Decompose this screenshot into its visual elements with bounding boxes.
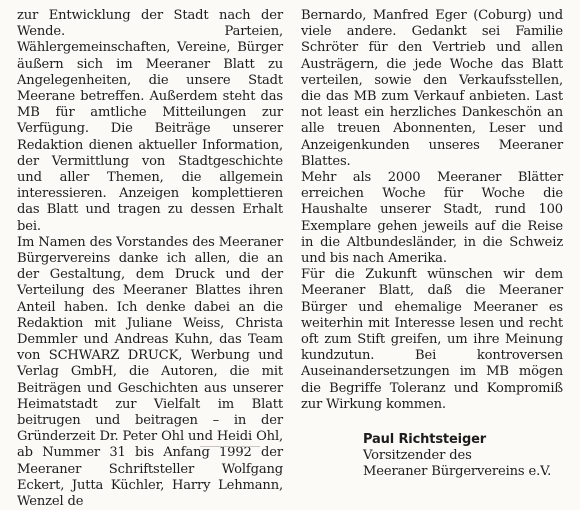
paper-edge-divider [200,446,260,452]
right-column [301,8,563,480]
paragraph: Für die Zukunft wünschen wir dem Meeraner Blatt, daß die Meeraner Bürger und ehemalige Meeraner es weiterhin mit Interesse lesen und recht oft zum Stift greifen, um ihre Meinung kundzutun. Bei kontroversen Auseinandersetzungen im MB mögen die Begriffe Toleranz und Kompromiß zur Wirkung kommen. [301,267,563,412]
signature-block [301,432,563,480]
signature-title: Vorsitzender des [363,448,472,464]
signature-name: Paul Richtsteiger [363,432,487,448]
left-column [17,8,283,510]
paragraph: Mehr als 2000 Meeraner Blätter erreichen Woche für Woche die Haushalte unserer Stadt, rund 100 Exemplare gehen jeweils auf die Reise in die Altbundesländer, in die Schweiz und bis nach Amerika. [301,170,563,267]
paragraph: Bernardo, Manfred Eger (Coburg) und viele andere. Gedankt sei Familie Schröter für den Vertrieb und allen Austrägern, die jede Woche das Blatt verteilen, sowie den Verkaufsstellen, die das MB zum Verkauf anbieten. Last not least ein herzliches Dankeschön an alle treuen Abonnenten, Leser und Anzeigenkunden unseres Meeraner Blattes. [301,8,563,169]
signature-organization: Meeraner Bürgervereins e.V. [363,464,552,480]
paragraph: Im Namen des Vorstandes des Meeraner Bürgervereins danke ich allen, die an der Gestaltung, dem Druck und der Verteilung des Meeraner Blattes ihren Anteil haben. Ich denke dabei an die Redaktion mit Juliane Weiss, Christa Demmler und Andreas Kuhn, das Team von SCHWARZ DRUCK, Werbung und Verlag GmbH, die Autoren, die mit Beiträgen und Geschichten aus unserer Heimatstadt zur Vielfalt im Blatt beitrugen und beitragen – in der Gründerzeit Dr. Peter Ohl und Heidi Ohl, ab Nummer 31 bis Anfang 1992 der Meeraner Schriftsteller Wolfgang Eckert, Jutta Küchler, Harry Lehmann, Wenzel de [17,234,283,510]
paragraph: zur Entwicklung der Stadt nach der Wende. Parteien, Wählergemeinschaften, Vereine, Bürger äußern sich im Meeraner Blatt zu Angelegenheiten, die unsere Stadt Meerane betreffen. Außerdem steht das MB für amtliche Mitteilungen zur Verfügung. Die Beiträge unserer Redaktion dienen aktueller Information, der Vermittlung von Stadtgeschichte und aller Themen, die allgemein interessieren. Anzeigen komplettieren das Blatt und tragen zu dessen Erhalt bei. [17,8,283,234]
